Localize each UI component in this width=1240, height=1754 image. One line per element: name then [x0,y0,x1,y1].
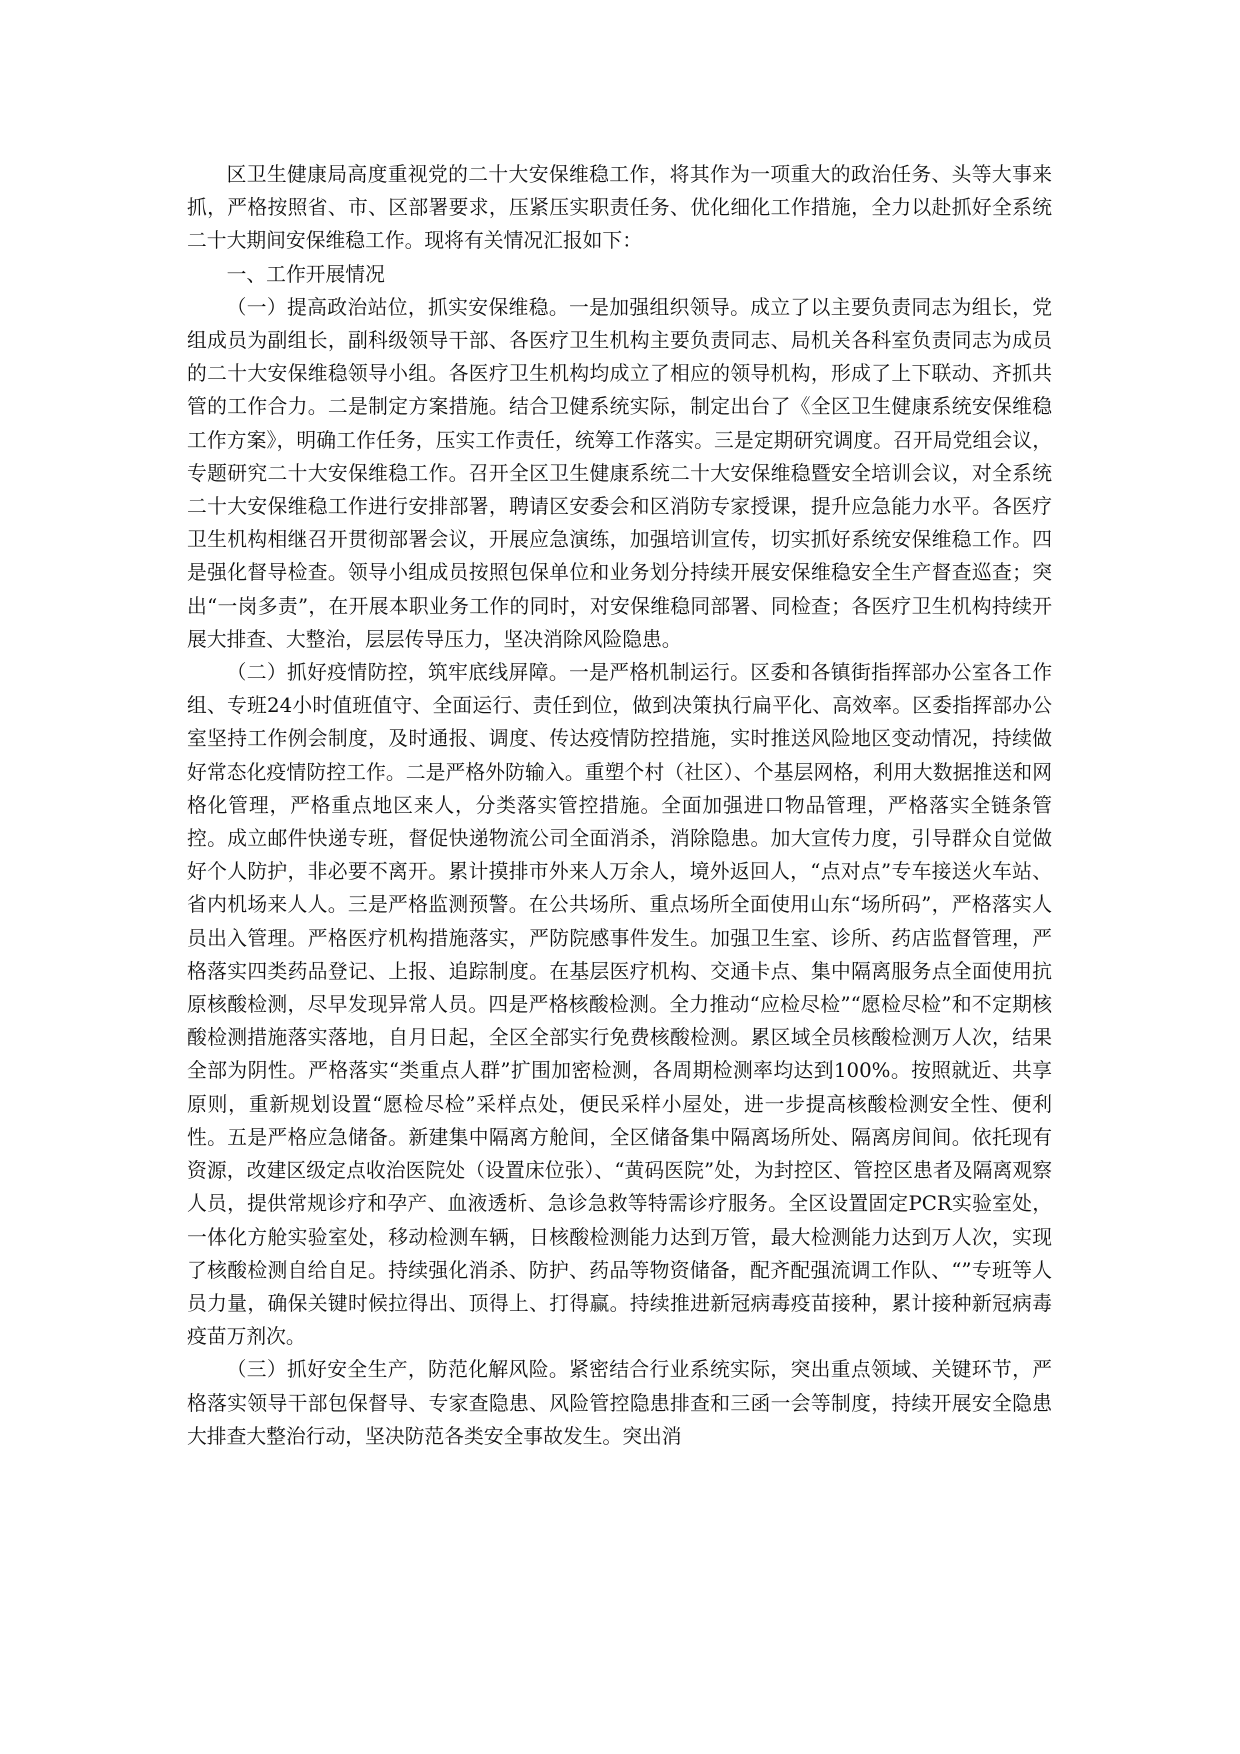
document-page [187,158,1052,1453]
section-1-paragraph: （一）提高政治站位，抓实安保维稳。一是加强组织领导。成立了以主要负责同志为组长，党组成员为副组长，副科级领导干部、各医疗卫生机构主要负责同志、局机关各科室负责同志为成员的二十大安保维稳领导小组。各医疗卫生机构均成立了相应的领导机构，形成了上下联动、齐抓共管的工作合力。二是制定方案措施。结合卫健系统实际，制定出台了《全区卫生健康系统安保维稳工作方案》，明确工作任务，压实工作责任，统筹工作落实。三是定期研究调度。召开局党组会议，专题研究二十大安保维稳工作。召开全区卫生健康系统二十大安保维稳暨安全培训会议，对全系统二十大安保维稳工作进行安排部署，聘请区安委会和区消防专家授课，提升应急能力水平。各医疗卫生机构相继召开贯彻部署会议，开展应急演练，加强培训宣传，切实抓好系统安保维稳工作。四是强化督导检查。领导小组成员按照包保单位和业务划分持续开展安保维稳安全生产督查巡查；突出“一岗多责”，在开展本职业务工作的同时，对安保维稳同部署、同检查；各医疗卫生机构持续开展大排查、大整治，层层传导压力，坚决消除风险隐患。 [187,295,1052,651]
section-heading: 一、工作开展情况 [226,262,385,286]
intro-paragraph: 区卫生健康局高度重视党的二十大安保维稳工作，将其作为一项重大的政治任务、头等大事来抓，严格按照省、市、区部署要求，压紧压实职责任务、优化细化工作措施，全力以赴抓好全系统二十大期间安保维稳工作。现将有关情况汇报如下： [187,163,1052,253]
section-3-paragraph: （三）抓好安全生产，防范化解风险。紧密结合行业系统实际，突出重点领域、关键环节，严格落实领导干部包保督导、专家查隐患、风险管控隐患排查和三函一会等制度，持续开展安全隐患大排查大整治行动，坚决防范各类安全事故发生。突出消 [187,1358,1052,1448]
section-2-paragraph: （二）抓好疫情防控，筑牢底线屏障。一是严格机制运行。区委和各镇街指挥部办公室各工作组、专班24小时值班值守、全面运行、责任到位，做到决策执行扁平化、高效率。区委指挥部办公室坚持工作例会制度，及时通报、调度、传达疫情防控措施，实时推送风险地区变动情况，持续做好常态化疫情防控工作。二是严格外防输入。重塑个村（社区）、个基层网格，利用大数据推送和网格化管理，严格重点地区来人，分类落实管控措施。全面加强进口物品管理，严格落实全链条管控。成立邮件快递专班，督促快递物流公司全面消杀，消除隐患。加大宣传力度，引导群众自觉做好个人防护，非必要不离开。累计摸排市外来人万余人，境外返回人，“点对点”专车接送火车站、省内机场来人人。三是严格监测预警。在公共场所、重点场所全面使用山东“场所码”，严格落实人员出入管理。严格医疗机构措施落实，严防院感事件发生。加强卫生室、诊所、药店监督管理，严格落实四类药品登记、上报、追踪制度。在基层医疗机构、交通卡点、集中隔离服务点全面使用抗原核酸检测，尽早发现异常人员。四是严格核酸检测。全力推动“应检尽检”“愿检尽检”和不定期核酸检测措施落实落地，自月日起，全区全部实行免费核酸检测。累区域全员核酸检测万人次，结果全部为阴性。严格落实“类重点人群”扩围加密检测，各周期检测率均达到100%。按照就近、共享原则，重新规划设置“愿检尽检”采样点处，便民采样小屋处，进一步提高核酸检测安全性、便利性。五是严格应急储备。新建集中隔离方舱间，全区储备集中隔离场所处、隔离房间间。依托现有资源，改建区级定点收治医院处（设置床位张）、“黄码医院”处，为封控区、管控区患者及隔离观察人员，提供常规诊疗和孕产、血液透析、急诊急救等特需诊疗服务。全区设置固定PCR实验室处，一体化方舱实验室处，移动检测车辆，日核酸检测能力达到万管，最大检测能力达到万人次，实现了核酸检测自给自足。持续强化消杀、防护、药品等物资储备，配齐配强流调工作队、“”专班等人员力量，确保关键时候拉得出、顶得上、打得赢。持续推进新冠病毒疫苗接种，累计接种新冠病毒疫苗万剂次。 [187,661,1052,1349]
